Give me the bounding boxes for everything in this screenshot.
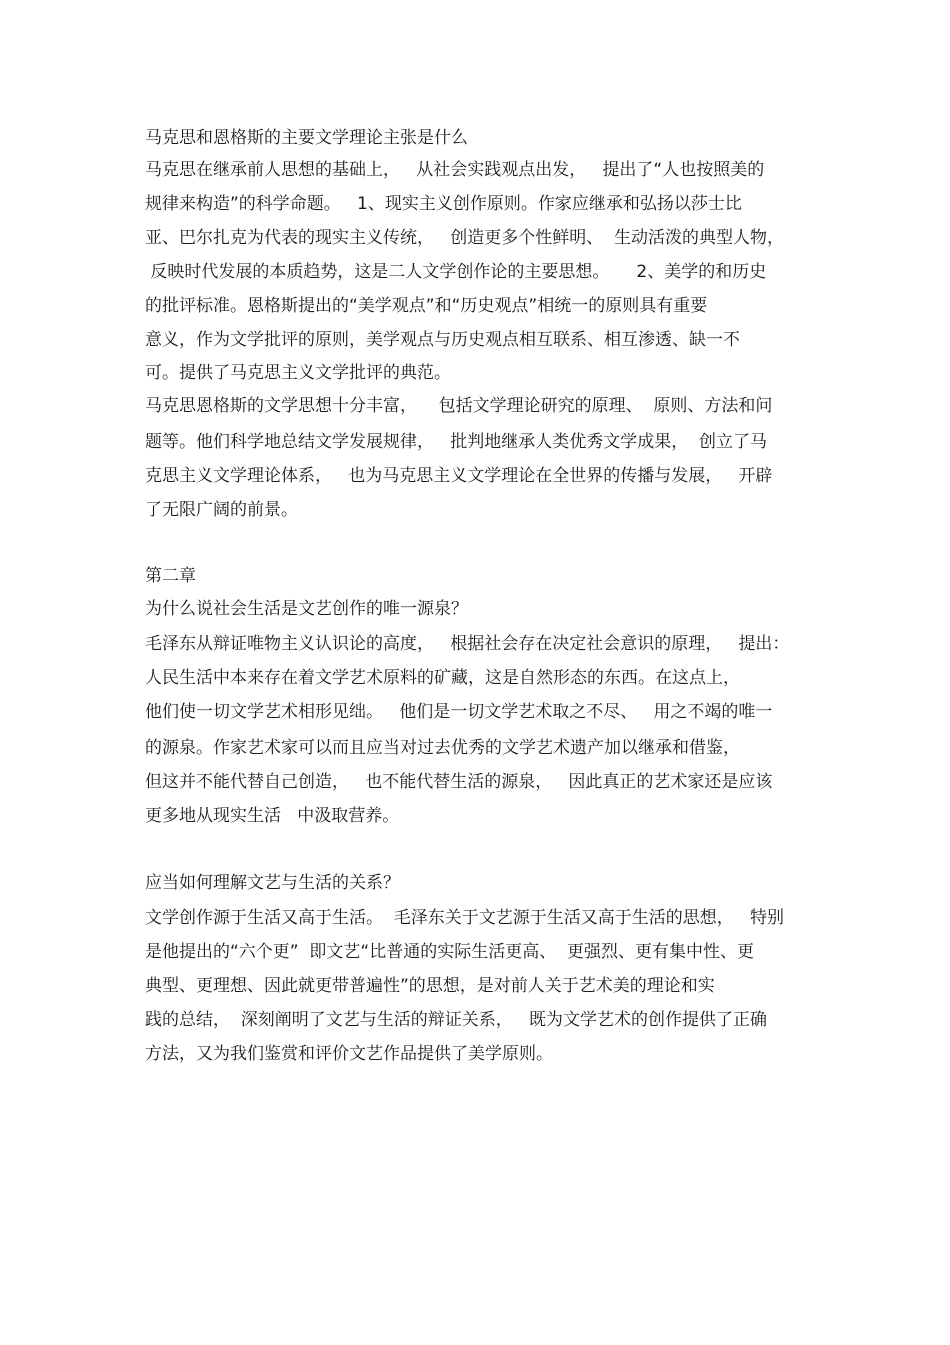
paragraph-line: 是他提出的“六个更” 即文艺“比普通的实际生活更高、 更强烈、更有集中性、更 [145,942,755,962]
paragraph-line: 文学创作源于生活又高于生活。 毛泽东关于文艺源于生活又高于生活的思想， 特别 [145,908,785,928]
paragraph-line: 但这并不能代替自己创造， 也不能代替生活的源泉， 因此真正的艺术家还是应该 [145,772,773,792]
paragraph-line: 的源泉。作家艺术家可以而且应当对过去优秀的文学艺术遗产加以继承和借鉴， [145,738,740,758]
paragraph-line: 马克思恩格斯的文学思想十分丰富， 包括文学理论研究的原理、 原则、方法和问 [145,396,773,416]
question-heading: 为什么说社会生活是文艺创作的唯一源泉？ [145,599,468,619]
chapter-heading: 第二章 [145,566,196,586]
paragraph-line: 题等。他们科学地总结文学发展规律， 批判地继承人类优秀文学成果， 创立了马 [145,432,768,452]
paragraph-line: 毛泽东从辩证唯物主义认识论的高度， 根据社会存在决定社会意识的原理， 提出： [145,634,790,654]
question-heading: 应当如何理解文艺与生活的关系？ [145,873,400,893]
paragraph-line: 方法，又为我们鉴赏和评价文艺作品提供了美学原则。 [145,1044,553,1064]
paragraph-line: 反映时代发展的本质趋势，这是二人文学创作论的主要思想。 2、美学的和历史 [145,262,767,282]
paragraph-line: 人民生活中本来存在着文学艺术原料的矿藏，这是自然形态的东西。在这点上， [145,668,740,688]
paragraph-line: 了无限广阔的前景。 [145,500,298,520]
paragraph-line: 践的总结， 深刻阐明了文艺与生活的辩证关系， 既为文学艺术的创作提供了正确 [145,1010,768,1030]
section-heading: 马克思和恩格斯的主要文学理论主张是什么 [145,128,468,148]
paragraph-line: 可。提供了马克思主义文学批评的典范。 [145,363,451,383]
paragraph-line: 意义，作为文学批评的原则，美学观点与历史观点相互联系、相互渗透、缺一不 [145,330,740,350]
paragraph-line: 的批评标准。恩格斯提出的“美学观点”和“历史观点”相统一的原则具有重要 [145,296,708,316]
paragraph-line: 克思主义文学理论体系， 也为马克思主义文学理论在全世界的传播与发展， 开辟 [145,466,773,486]
paragraph-line: 规律来构造”的科学命题。 1、现实主义创作原则。作家应继承和弘扬以莎士比 [145,194,742,214]
paragraph-line: 马克思在继承前人思想的基础上， 从社会实践观点出发， 提出了“人也按照美的 [145,160,765,180]
paragraph-line: 典型、更理想、因此就更带普遍性”的思想，是对前人关于艺术美的理论和实 [145,976,715,996]
paragraph-line: 他们使一切文学艺术相形见绌。 他们是一切文学艺术取之不尽、 用之不竭的唯一 [145,702,773,722]
paragraph-line: 亚、巴尔扎克为代表的现实主义传统， 创造更多个性鲜明、 生动活泼的典型人物， [145,228,785,248]
paragraph-line: 更多地从现实生活 中汲取营养。 [145,806,400,826]
